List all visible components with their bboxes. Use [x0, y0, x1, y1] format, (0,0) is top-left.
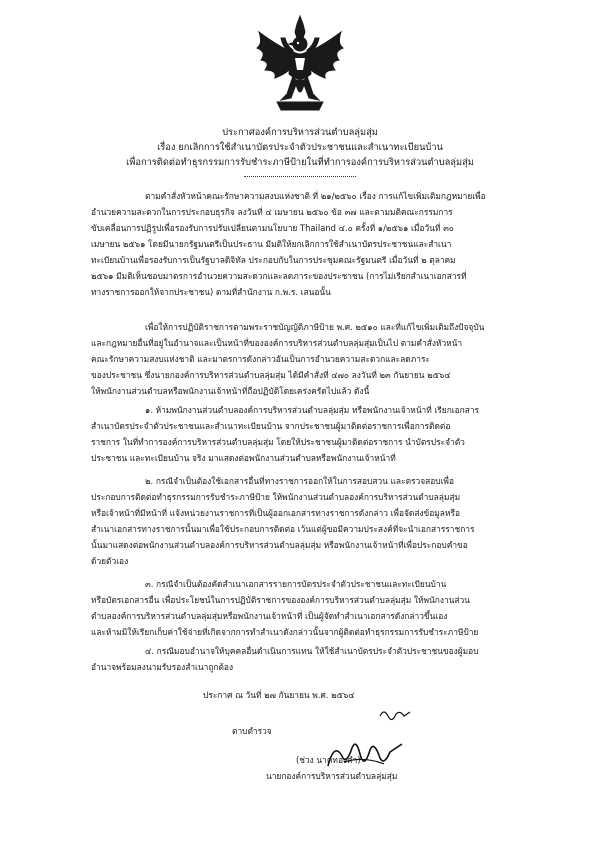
- checked-by-label: ตาบตำรวจ: [232, 726, 272, 736]
- announcement-subject-continued: เพื่อการติดต่อทำธุรกรรมการรับชำระภาษีป้ายในที่ทำการองค์การบริหารส่วนตำบลลุ่มสุ่ม: [126, 157, 474, 168]
- body-line: ๒๕๖๑ มีมติเห็นชอบมาตรการอำนวยความสะดวกและลดภาระของประชาชน (การไม่เรียกสำเนาเอกสารที่: [91, 271, 467, 281]
- body-line: เพื่อให้การปฏิบัติราชการตามพระราชบัญญัติภาษีป้าย พ.ศ. ๒๕๑๐ และที่แก้ไขเพิ่มเติมถึงปัจจุบัน: [145, 322, 485, 332]
- body-line: หรือเจ้าหน้าที่มีหน้าที่ แจ้งหน่วยงานราชการที่เป็นผู้ออกเอกสารทางราชการดังกล่าว เพื่อจัดส่งข้อมูลหรือ: [91, 508, 460, 518]
- body-line: และกฎหมายอื่นที่อยู่ในอำนาจและเป็นหน้าที่ขององค์การบริหารส่วนตำบลลุ่มสุ่มเป็นไป ตามคำสั่งหัวหน้า: [91, 338, 463, 348]
- body-line: ตามคำสั่งหัวหน้าคณะรักษาความสงบแห่งชาติ ที่ ๒๑/๒๕๖๐ เรื่อง การแก้ไขเพิ่มเติมกฎหมายเพื่อ: [145, 191, 486, 201]
- initials-mark-icon: [378, 706, 412, 722]
- body-line: ของประชาชน ซึ่งนายกองค์การบริหารส่วนตำบลลุ่มสุ่ม ได้มีคำสั่งที่ ๔๗๐ ลงวันที่ ๒๓ กันยายน ๒๕๖๔: [91, 370, 451, 380]
- body-line: นั้นมาแสดงต่อพนักงานส่วนตำบลองค์การบริหารส่วนตำบลลุ่มสุ่ม หรือพนักงานเจ้าหน้าที่เพื่อประกอบคำขอ: [91, 540, 468, 550]
- body-line: เมษายน ๒๕๖๑ โดยมีนายกรัฐมนตรีเป็นประธาน มีมติให้ยกเลิกการใช้สำเนาบัตรประชาชนและสำเนา: [91, 239, 452, 249]
- body-line: ๓. กรณีจำเป็นต้องคัดสำเนาเอกสารรายการบัตรประจำตัวประชาชนและทะเบียนบ้าน: [145, 579, 447, 589]
- body-line: ทะเบียนบ้านเพื่อรองรับการเป็นรัฐบาลดิจิทัล ประกอบกับในการประชุมคณะรัฐมนตรี เมื่อวันที่ ๒ ตุลาคม: [91, 255, 456, 265]
- body-line: ทางราชการออกให้จากประชาชน) ตามที่สำนักงาน ก.พ.ร. เสนอนั้น: [91, 287, 331, 297]
- signer-title: นายกองค์การบริหารส่วนตำบลลุ่มสุ่ม: [266, 771, 398, 781]
- body-line: ให้พนักงานส่วนตำบลหรือพนักงานเจ้าหน้าที่ถือปฏิบัติโดยเคร่งครัดไปแล้ว ดังนี้: [91, 386, 370, 396]
- body-line: ๑. ห้ามพนักงานส่วนตำบลองค์การบริหารส่วนตำบลลุ่มสุ่ม หรือพนักงานเจ้าหน้าที่ เรียกเอกสาร: [145, 405, 480, 415]
- body-line: และห้ามมิให้เรียกเก็บค่าใช้จ่ายที่เกิดจากการทำสำเนาดังกล่าวนั้นจากผู้ติดต่อทำธุรกรรมการรับชำระภาษีป้าย: [91, 627, 479, 637]
- body-line: สำเนาบัตรประจำตัวประชาชนและสำเนาทะเบียนบ้าน จากประชาชนผู้มาติดต่อราชการเพื่อการติดต่อ: [91, 421, 451, 431]
- announcement-issuer: ประกาศองค์การบริหารส่วนตำบลลุ่มสุ่ม: [222, 127, 378, 138]
- body-line: ๒. กรณีจำเป็นต้องใช้เอกสารอื่นที่ทางราชการออกให้ในการสอบสวน และตรวจสอบเพื่อ: [145, 476, 454, 486]
- body-line: ประกอบการติดต่อทำธุรกรรมการรับชำระภาษีป้าย ให้พนักงานส่วนตำบลองค์การบริหารส่วนตำบลลุ่มสุ่ม: [91, 492, 461, 502]
- header-divider: [244, 176, 356, 177]
- body-line: อำนวยความสะดวกในการประกอบธุรกิจ ลงวันที่ ๔ เมษายน ๒๕๖๐ ข้อ ๓๗ และตามมติคณะกรรมการ: [91, 207, 453, 217]
- body-line: ประชาชน และทะเบียนบ้าน จริง มาแสดงต่อพนักงานส่วนตำบลหรือพนักงานเจ้าหน้าที่: [91, 453, 396, 463]
- body-line: ๔. กรณีมอบอำนาจให้บุคคลอื่นดำเนินการแทน ให้ใช้สำเนาบัตรประจำตัวประชาชนของผู้มอบ: [145, 646, 479, 656]
- body-line: อำนาจพร้อมลงนามรับรองสำเนาถูกต้อง: [91, 662, 234, 672]
- body-line: หรือบัตรเอกสารอื่น เพื่อประโยชน์ในการปฏิบัติราชการขององค์การบริหารส่วนตำบลลุ่มสุ่ม ให้พนักงานส่วน: [91, 595, 470, 605]
- body-line: ราชการ ในที่ทำการองค์การบริหารส่วนตำบลลุ่มสุ่ม โดยให้ประชาชนผู้มาติดต่อราชการ นำบัตรประจำตัว: [91, 437, 465, 447]
- announcement-subject: เรื่อง ยกเลิกการใช้สำเนาบัตรประจำตัวประชาชนและสำเนาทะเบียนบ้าน: [157, 142, 443, 153]
- body-line: คณะรักษาความสงบแห่งชาติ และมาตรการดังกล่าวอันเป็นการอำนวยความสะดวกและลดภาระ: [91, 354, 430, 364]
- body-line: ขับเคลื่อนการปฏิรูปเพื่อรองรับการปรับเปลี่ยนตามนโยบาย Thailand ๔.๐ ครั้งที่ ๑/๒๕๖๑ เมื่อวันที่ ๓๐: [91, 223, 454, 233]
- signer-name: (ช่วง นาคทองคำ): [296, 755, 361, 765]
- garuda-emblem-icon: [253, 14, 347, 114]
- body-line: สำเนาเอกสารทางราชการนั้นมาเพื่อใช้ประกอบการติดต่อ เว้นแต่ผู้ขอมีความประสงค์ที่จะนำเอกสารราชการ: [91, 524, 475, 534]
- announcement-date: ประกาศ ณ วันที่ ๒๗ กันยายน พ.ศ. ๒๕๖๔: [203, 690, 355, 700]
- body-line: ด้วยตัวเอง: [91, 556, 129, 566]
- body-line: ตำบลองค์การบริหารส่วนตำบลลุ่มสุ่มหรือพนักงานเจ้าหน้าที่ เป็นผู้จัดทำสำเนาเอกสารดังกล่าวขึ้นเอง: [91, 611, 448, 621]
